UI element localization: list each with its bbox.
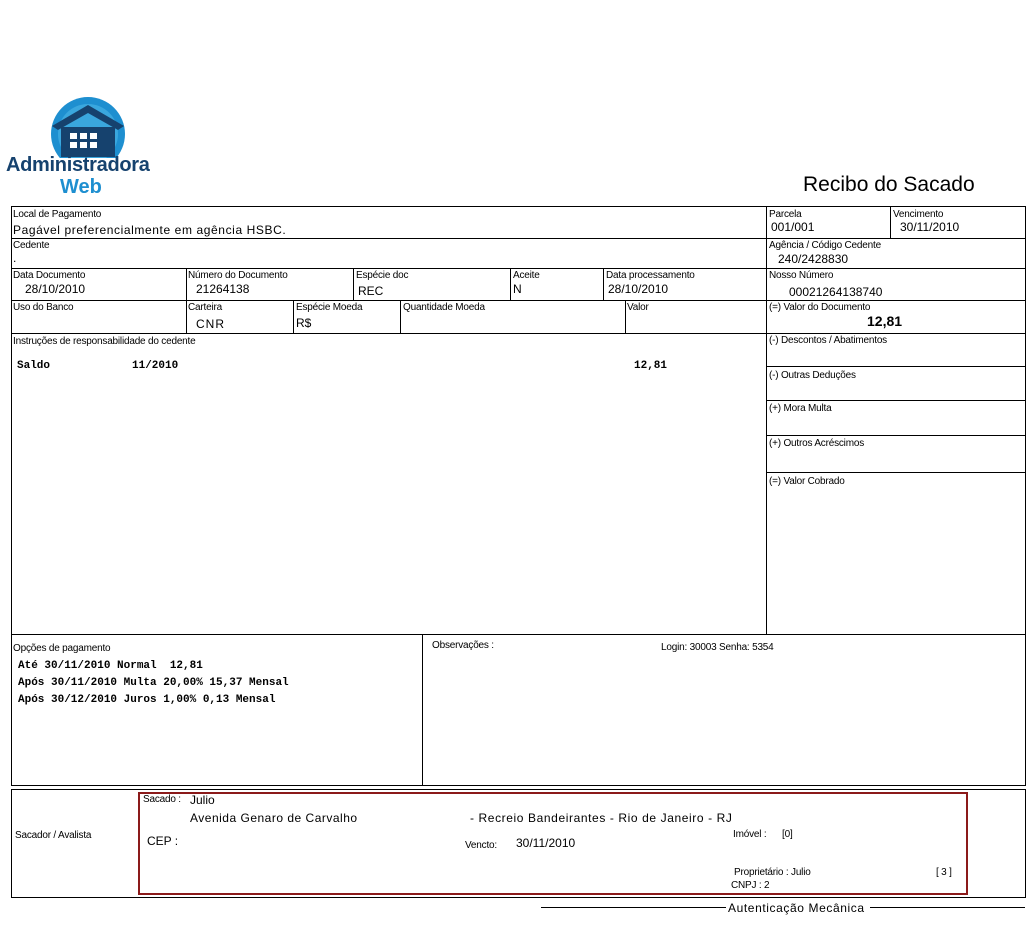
cnpj-label: CNPJ : 2	[731, 880, 770, 891]
logo-text-line1: Administradora	[6, 154, 150, 176]
valor-label: Valor	[627, 302, 649, 313]
saldo-periodo: 11/2010	[132, 360, 179, 372]
outras-deducoes-label: (-) Outras Deduções	[769, 370, 856, 381]
imovel-label: Imóvel :	[733, 829, 767, 840]
especie-doc-value: REC	[358, 284, 384, 298]
imovel-value: [0]	[782, 829, 793, 840]
autenticacao-label: Autenticação Mecânica	[728, 901, 865, 915]
aceite-value: N	[513, 282, 522, 296]
especie-doc-label: Espécie doc	[356, 270, 409, 281]
especie-moeda-value: R$	[296, 316, 312, 330]
especie-moeda-label: Espécie Moeda	[296, 302, 363, 313]
valor-cobrado-label: (=) Valor Cobrado	[769, 476, 845, 487]
mora-multa-label: (+) Mora Multa	[769, 403, 832, 414]
parcela-value: 001/001	[771, 220, 815, 234]
local-pagamento-value: Pagável preferencialmente em agência HSBC.	[13, 223, 287, 237]
uso-banco-label: Uso do Banco	[13, 302, 74, 313]
endereco-value: Avenida Genaro de Carvalho	[190, 811, 358, 825]
cedente-value: .	[13, 251, 17, 265]
cedente-label: Cedente	[13, 240, 50, 251]
saldo-label: Saldo	[17, 360, 51, 372]
bairro-cidade-value: - Recreio Bandeirantes - Rio de Janeiro - RJ	[470, 811, 733, 825]
parcela-label: Parcela	[769, 209, 802, 220]
opcao-line: Até 30/11/2010 Normal 12,81	[18, 660, 203, 672]
carteira-value: CNR	[196, 317, 225, 331]
quantidade-moeda-label: Quantidade Moeda	[403, 302, 485, 313]
vencimento-label: Vencimento	[893, 209, 944, 220]
saldo-valor: 12,81	[634, 360, 668, 372]
logo-text-line2: Web	[60, 176, 102, 198]
opcoes-label: Opções de pagamento	[13, 643, 111, 654]
vencto-label: Vencto:	[465, 840, 497, 851]
opcao-line: Após 30/11/2010 Multa 20,00% 15,37 Mensal	[18, 677, 289, 689]
aceite-label: Aceite	[513, 270, 540, 281]
data-documento-value: 28/10/2010	[25, 282, 86, 296]
data-processamento-value: 28/10/2010	[608, 282, 669, 296]
carteira-label: Carteira	[188, 302, 222, 313]
valor-documento-value: 12,81	[867, 313, 903, 329]
login-info: Login: 30003 Senha: 5354	[661, 642, 774, 653]
agencia-value: 240/2428830	[778, 252, 849, 266]
cep-label: CEP :	[147, 834, 179, 848]
outros-acrescimos-label: (+) Outros Acréscimos	[769, 438, 864, 449]
observacoes-label: Observações :	[432, 640, 494, 651]
descontos-label: (-) Descontos / Abatimentos	[769, 335, 887, 346]
nosso-numero-value: 00021264138740	[789, 285, 883, 299]
numero-documento-label: Número do Documento	[188, 270, 288, 281]
local-pagamento-label: Local de Pagamento	[13, 209, 102, 220]
vencimento-value: 30/11/2010	[900, 220, 960, 234]
numero-documento-value: 21264138	[196, 282, 250, 296]
proprietario-code: [ 3 ]	[936, 867, 952, 878]
agencia-label: Agência / Código Cedente	[769, 240, 881, 251]
company-logo	[6, 96, 158, 202]
sacador-avalista-label: Sacador / Avalista	[15, 830, 92, 841]
data-processamento-label: Data processamento	[606, 270, 695, 281]
page-title: Recibo do Sacado	[803, 173, 975, 196]
vencto-value: 30/11/2010	[516, 836, 576, 850]
house-icon	[6, 96, 158, 158]
nosso-numero-label: Nosso Número	[769, 270, 834, 281]
sacado-value: Julio	[190, 793, 215, 807]
data-documento-label: Data Documento	[13, 270, 86, 281]
proprietario-label: Proprietário : Julio	[734, 867, 811, 878]
opcao-line: Após 30/12/2010 Juros 1,00% 0,13 Mensal	[18, 694, 276, 706]
valor-documento-label: (=) Valor do Documento	[769, 302, 871, 313]
sacado-label: Sacado :	[143, 794, 181, 805]
instrucoes-label: Instruções de responsabilidade do cedente	[13, 336, 196, 347]
